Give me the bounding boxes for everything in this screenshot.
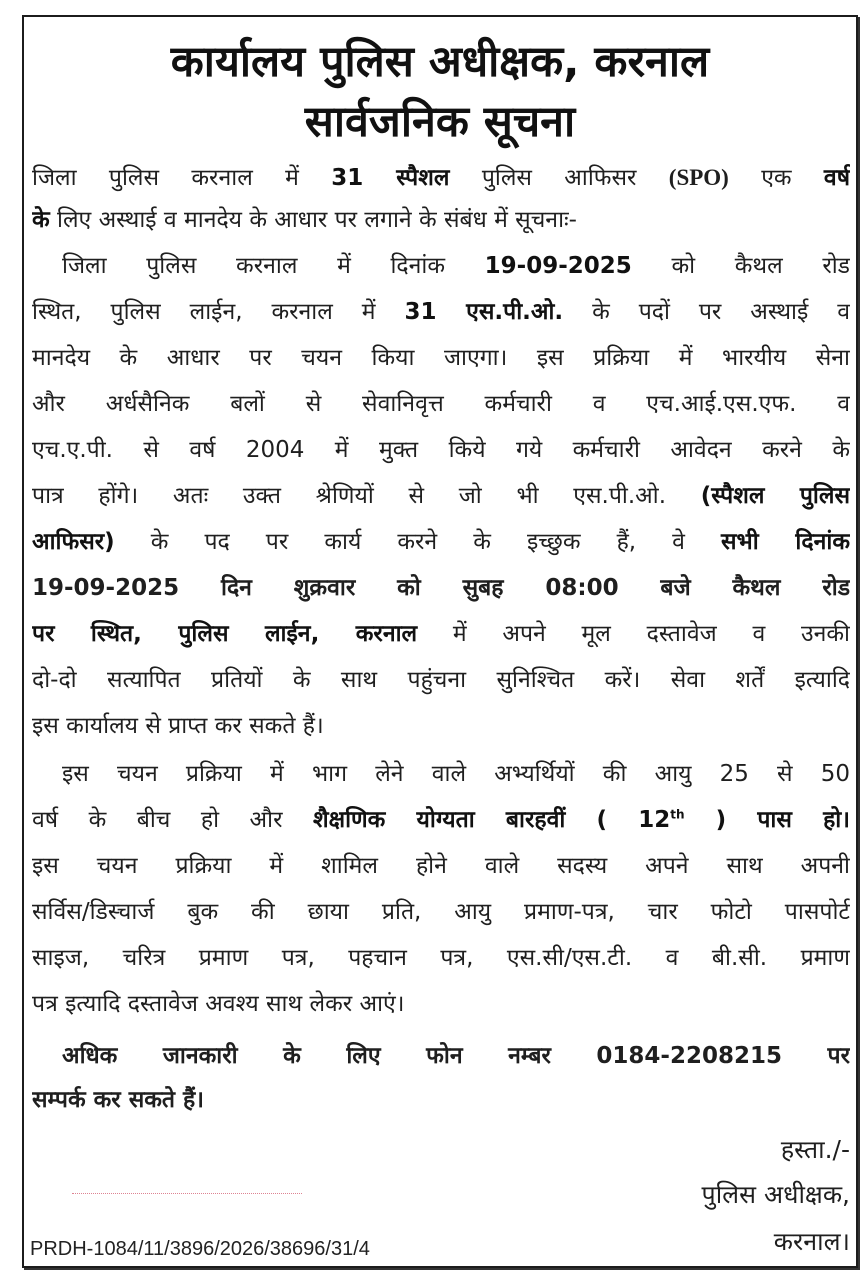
para1-line-9	[32, 612, 850, 656]
contact-line-2: सम्पर्क कर सकते हैं।	[32, 1087, 204, 1113]
para1-line-4: और अर्धसैनिक बलों से सेवानिवृत्त कर्मचारी व एच.आई.एस.एफ. व	[32, 391, 850, 417]
intro-line-1	[32, 156, 850, 200]
intro-year: वर्ष	[823, 165, 850, 191]
qualification-text: शैक्षणिक योग्यता बारहवीं ( 12	[312, 807, 671, 833]
reference-number: PRDH-1084/11/3896/2026/38696/31/4	[30, 1238, 370, 1260]
para1-line-5: एच.ए.पी. से वर्ष 2004 में मुक्त किये गये कर्मचारी आवेदन करने के	[32, 437, 850, 463]
para-text-bold: (स्पैशल पुलिस	[700, 483, 850, 509]
qualification	[313, 807, 850, 833]
para2-line-3: इस चयन प्रक्रिया में शामिल होने वाले सदस्य अपने साथ अपनी	[32, 853, 850, 879]
para1-line-7	[32, 520, 850, 564]
intro-text: एक	[728, 165, 824, 191]
para1-line-3: मानदेय के आधार पर चयन किया जाएगा। इस प्रक्रिया में भारयीय सेना	[32, 345, 850, 371]
selection-date: 19-09-2025	[484, 253, 632, 279]
intro-text: जिला पुलिस करनाल में	[32, 165, 332, 191]
para-text-bold: सभी दिनांक	[721, 529, 850, 555]
para-text: के पद पर कार्य करने के इच्छुक हैं, वे	[114, 529, 721, 555]
intro-spo-abbr: (SPO)	[668, 165, 729, 190]
signature-designation: पुलिस अधीक्षक,	[701, 1180, 850, 1209]
intro-text: लिए अस्थाई व मानदेय के आधार पर लगाने के संबंध में सूचनाः-	[49, 207, 577, 233]
para2-line-4: सर्विस/डिस्चार्ज बुक की छाया प्रति, आयु प्रमाण-पत्र, चार फोटो पासपोर्ट	[32, 899, 850, 925]
para-text: पात्र होंगे। अतः उक्त श्रेणियों से जो भी एस.पी.ओ.	[32, 483, 701, 509]
dotted-line	[72, 1193, 302, 1194]
signature-place: करनाल।	[773, 1227, 850, 1256]
para-text: में अपने मूल दस्तावेज व उनकी	[417, 621, 850, 647]
para1-line-10: दो-दो सत्यापित प्रतियों के साथ पहुंचना सुनिश्चित करें। सेवा शर्तें इत्यादि	[32, 667, 850, 693]
office-title: कार्यालय पुलिस अधीक्षक, करनाल	[170, 37, 710, 87]
para1-line-2	[32, 290, 850, 334]
para1-line-1	[62, 244, 850, 288]
para-text-bold: आफिसर)	[32, 529, 115, 555]
para2-line-2	[32, 798, 850, 842]
para-text: स्थित, पुलिस लाईन, करनाल में	[32, 299, 405, 325]
para-text: वर्ष के बीच हो और	[32, 807, 313, 833]
qualification-end: ) पास हो।	[684, 807, 850, 833]
para2-line-6: पत्र इत्यादि दस्तावेज अवश्य साथ लेकर आएं।	[32, 991, 405, 1017]
phone-number: 0184-2208215	[596, 1043, 782, 1069]
para-text: के पदों पर अस्थाई व	[563, 299, 850, 325]
venue: पर स्थित, पुलिस लाईन, करनाल	[32, 621, 418, 647]
spo-posts: 31 एस.पी.ओ.	[404, 299, 564, 325]
para1-line-6	[32, 474, 850, 518]
signature-mark: हस्ता./-	[780, 1135, 850, 1164]
intro-text-bold: के	[32, 207, 50, 233]
para-text: जिला पुलिस करनाल में दिनांक	[62, 253, 485, 279]
para2-line-5: साइज, चरित्र प्रमाण पत्र, पहचान पत्र, एस.सी/एस.टी. व बी.सी. प्रमाण	[32, 945, 850, 971]
contact-line-1	[62, 1034, 850, 1078]
intro-spo-count: 31 स्पैशल	[331, 165, 450, 191]
contact-text: अधिक जानकारी के लिए फोन नम्बर	[62, 1043, 597, 1069]
para1-line-8: 19-09-2025 दिन शुक्रवार को सुबह 08:00 बजे कैथल रोड	[32, 575, 850, 601]
contact-text: पर	[782, 1043, 850, 1069]
qualification-sup: th	[670, 807, 685, 822]
notice-title: सार्वजनिक सूचना	[304, 97, 576, 147]
para-text: को कैथल रोड	[631, 253, 850, 279]
intro-line-2	[32, 198, 850, 242]
intro-text: पुलिस आफिसर	[449, 165, 669, 191]
para1-line-11: इस कार्यालय से प्राप्त कर सकते हैं।	[32, 713, 324, 739]
para2-line-1: इस चयन प्रक्रिया में भाग लेने वाले अभ्यर्थियों की आयु 25 से 50	[62, 761, 850, 787]
